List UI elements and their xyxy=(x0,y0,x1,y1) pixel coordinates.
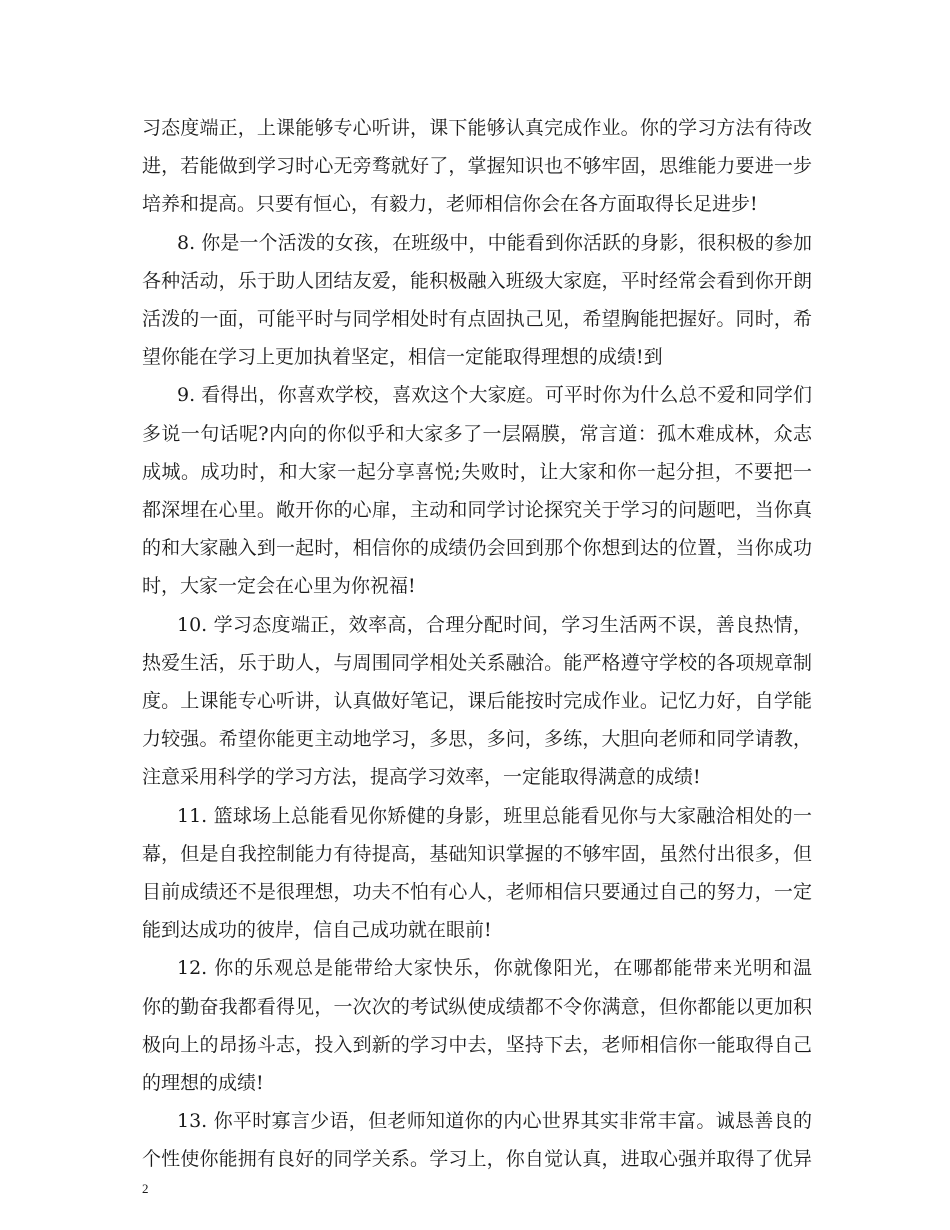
text-line: 你的勤奋我都看得见，一次次的考试纵使成绩都不令你满意，但你都能以更加积 xyxy=(142,995,812,1018)
paragraph-start-line: 11. 篮球场上总能看见你矫健的身影，班里总能看见你与大家融洽相处的一 xyxy=(177,804,812,827)
text-line: 活泼的一面，可能平时与同学相处时有点固执己见，希望胸能把握好。同时，希 xyxy=(142,308,812,330)
text-line: 培养和提高。只要有恒心，有毅力，老师相信你会在各方面取得长足进步! xyxy=(142,193,758,216)
text-line: 习态度端正，上课能够专心听讲，课下能够认真完成作业。你的学习方法有待改 xyxy=(142,117,812,139)
text-line: 望你能在学习上更加执着坚定，相信一定能取得理想的成绩!到 xyxy=(142,346,663,369)
text-line: 幕，但是自我控制能力有待提高，基础知识掌握的不够牢固，虽然付出很多，但 xyxy=(142,842,812,865)
text-line: 热爱生活，乐于助人，与周围同学相处关系融洽。能严格遵守学校的各项规章制 xyxy=(142,651,812,674)
text-line: 时，大家一定会在心里为你祝福! xyxy=(142,575,416,598)
page-number: 2 xyxy=(142,1181,149,1197)
paragraph-start-line: 10. 学习态度端正，效率高，合理分配时间，学习生活两不误，善良热情， xyxy=(177,613,812,636)
text-line: 能到达成功的彼岸，信自己成功就在眼前! xyxy=(142,919,492,942)
paragraph-start-line: 13. 你平时寡言少语，但老师知道你的内心世界其实非常丰富。诚恳善良的 xyxy=(177,1110,812,1133)
text-line: 度。上课能专心听讲，认真做好笔记，课后能按时完成作业。记忆力好，自学能 xyxy=(142,690,812,712)
text-line: 各种活动，乐于助人团结友爱，能积极融入班级大家庭，平时经常会看到你开朗 xyxy=(142,269,812,292)
paragraph-start-line: 8. 你是一个活泼的女孩，在班级中，中能看到你活跃的身影，很积极的参加 xyxy=(177,231,812,254)
text-line: 注意采用科学的学习方法，提高学习效率，一定能取得满意的成绩! xyxy=(142,766,701,789)
text-line: 个性使你能拥有良好的同学关系。学习上，你自觉认真，进取心强并取得了优异 xyxy=(142,1148,812,1171)
text-line: 目前成绩还不是很理想，功夫不怕有心人，老师相信只要通过自己的努力，一定 xyxy=(142,881,812,903)
text-line: 极向上的昂扬斗志，投入到新的学习中去，坚持下去，老师相信你一能取得自己 xyxy=(142,1033,812,1056)
text-line: 成城。成功时，和大家一起分享喜悦;失败时，让大家和你一起分担，不要把一 xyxy=(142,460,812,483)
text-line: 都深埋在心里。敞开你的心扉，主动和同学讨论探究关于学习的问题吧，当你真 xyxy=(142,499,812,521)
text-line: 的理想的成绩! xyxy=(142,1072,264,1094)
paragraph-start-line: 9. 看得出，你喜欢学校，喜欢这个大家庭。可平时你为什么总不爱和同学们 xyxy=(177,384,812,407)
text-line: 多说一句话呢?内向的你似乎和大家多了一层隔膜，常言道：孤木难成林，众志 xyxy=(142,422,812,445)
text-line: 力较强。希望你能更主动地学习，多思，多问，多练，大胆向老师和同学请教， xyxy=(142,728,812,751)
paragraph-start-line: 12. 你的乐观总是能带给大家快乐，你就像阳光，在哪都能带来光明和温 xyxy=(177,957,812,980)
text-line: 进，若能做到学习时心无旁骛就好了，掌握知识也不够牢固，思维能力要进一步 xyxy=(142,155,812,178)
text-line: 的和大家融入到一起时，相信你的成绩仍会回到那个你想到达的位置，当你成功 xyxy=(142,537,812,560)
